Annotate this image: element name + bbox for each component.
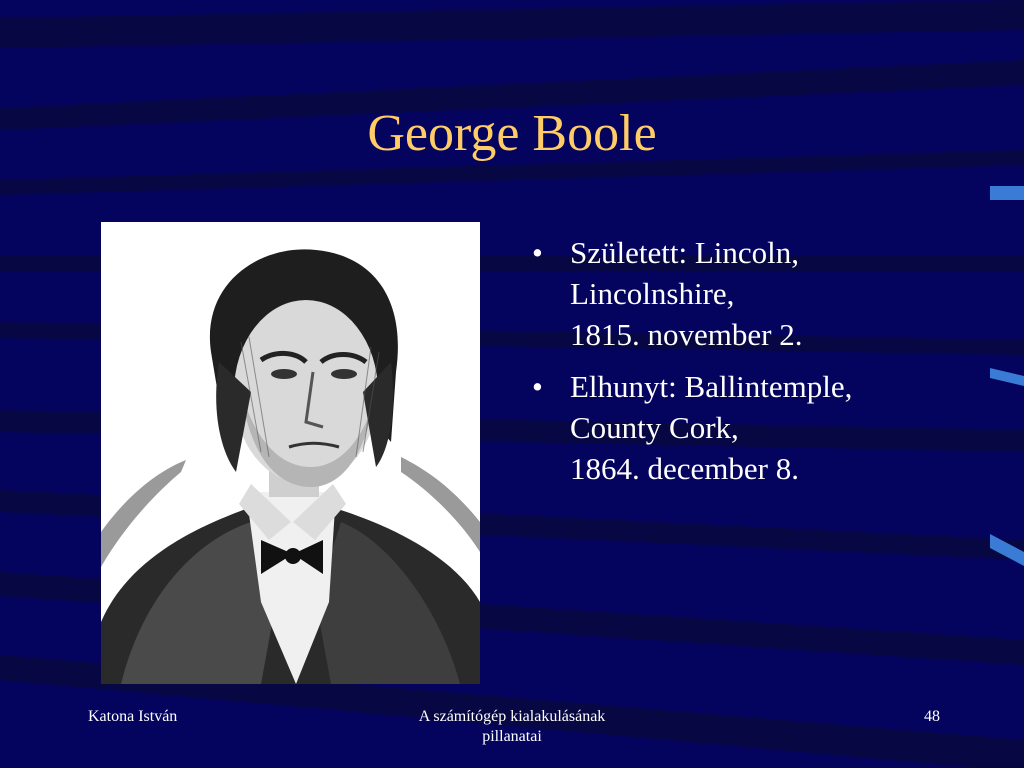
footer-author: Katona István — [88, 708, 178, 725]
bullet-item-born — [532, 232, 1002, 355]
bullet-glyph: • — [532, 235, 543, 270]
bullet-line: Elhunyt: Ballintemple, — [570, 369, 853, 404]
bullet-line: Született: Lincoln, — [570, 235, 800, 270]
bullet-line: County Cork, — [570, 410, 739, 445]
portrait-image — [101, 222, 480, 684]
bullet-glyph: • — [532, 369, 543, 404]
bullet-line: 1864. december 8. — [570, 451, 799, 486]
footer-topic-line: pillanatai — [482, 728, 542, 745]
accent-bar — [990, 186, 1024, 200]
bullet-item-died — [532, 366, 1002, 489]
page-number: 48 — [924, 708, 940, 725]
footer-topic — [362, 707, 662, 747]
accent-bar — [990, 534, 1024, 566]
bullet-line: Lincolnshire, — [570, 276, 735, 311]
slide-title: George Boole — [367, 105, 657, 162]
bullet-list — [532, 232, 1002, 500]
bullet-line: 1815. november 2. — [570, 317, 803, 352]
footer-topic-line: A számítógép kialakulásának — [418, 708, 606, 725]
